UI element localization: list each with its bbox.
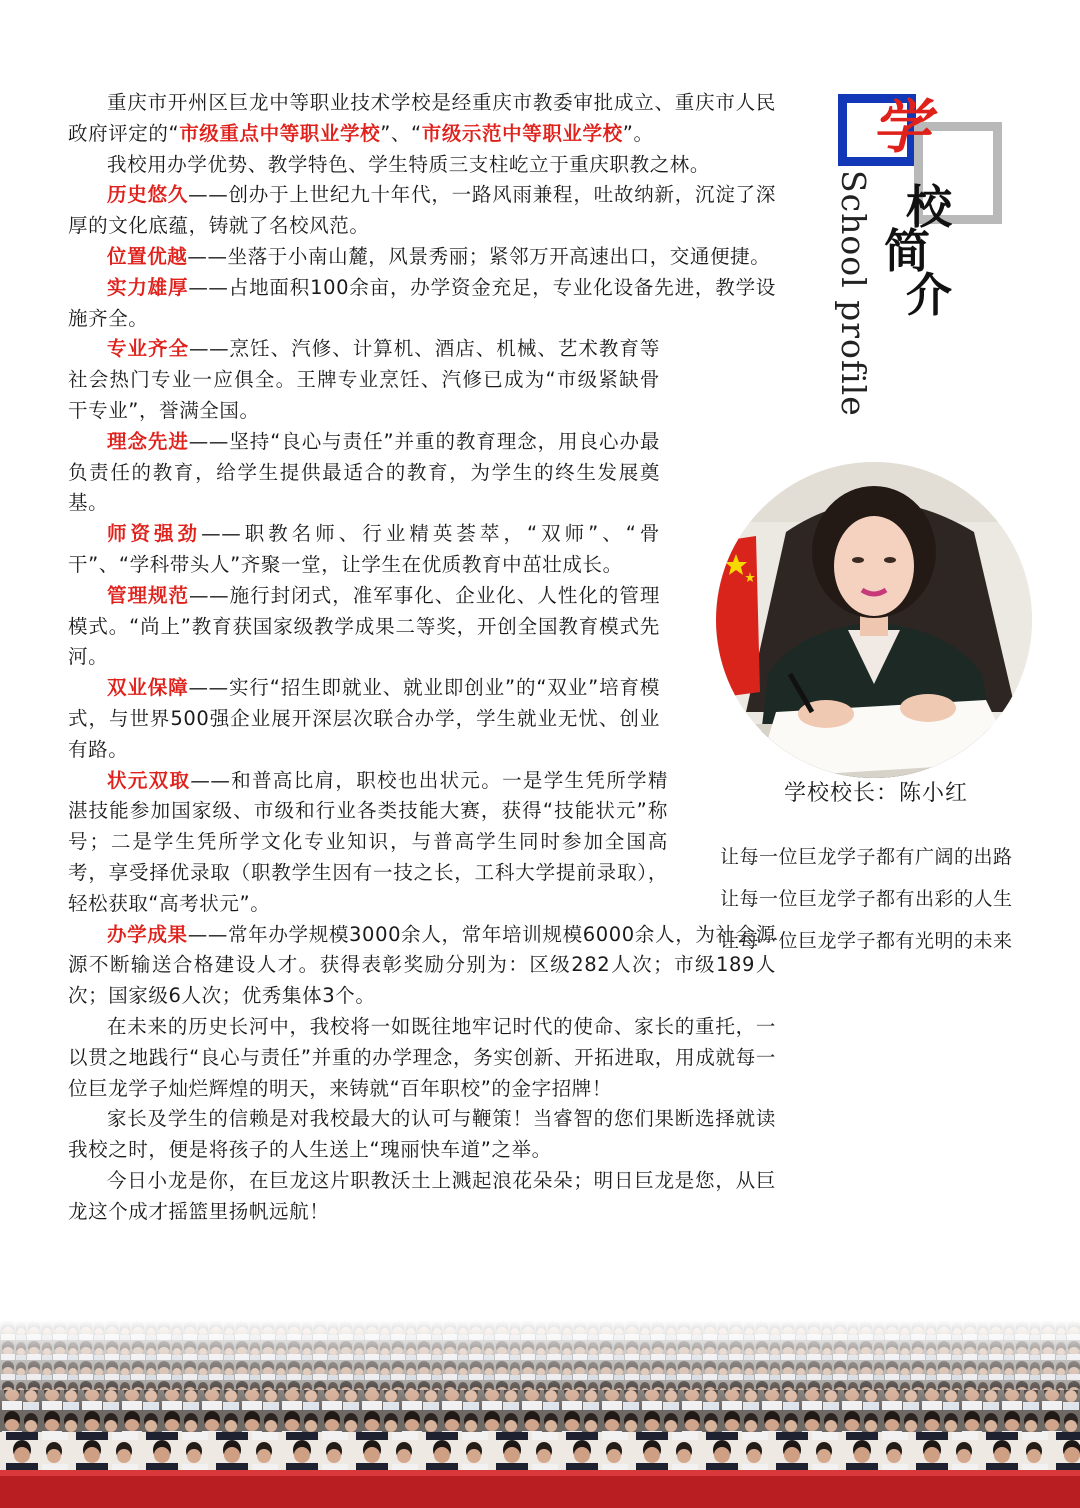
section-heading: 师资强劲	[107, 522, 202, 546]
slogan-line: 让每一位巨龙学子都有出彩的人生	[720, 888, 1013, 910]
english-title: School profile	[834, 170, 873, 417]
closing-paragraph-trust: 家长及学生的信赖是对我校最大的认可与鞭策！当睿智的您们果断选择就读我校之时，便是将孩子的人生送上“瑰丽快车道”之举。	[68, 1107, 776, 1162]
section-heading: 位置优越	[107, 244, 188, 268]
pillars-paragraph: 我校用办学优势、教学特色、学生特质三支柱屹立于重庆职教之林。	[107, 152, 711, 176]
section-location: 位置优越——坐落于小南山麓，风景秀丽；紧邻万开高速出口，交通便捷。	[107, 244, 771, 268]
page-title-block	[832, 88, 1002, 428]
title-char: 简	[884, 224, 930, 278]
slogan-line: 让每一位巨龙学子都有广阔的出路	[720, 846, 1013, 868]
highlight-model-school: 市级示范中等职业学校	[421, 121, 623, 145]
section-management: 管理规范——施行封闭式，准军事化、企业化、人性化的管理模式。“尚上”教育获国家级教学成果二等奖，开创全国教育模式先河。	[68, 583, 660, 669]
principal-caption: 学校校长：陈小红	[783, 781, 968, 806]
section-champions: 状元双取——和普高比肩，职校也出状元。一是学生凭所学精湛技能参加国家级、市级和行业各类技能大赛，获得“技能状元”称号；二是学生凭所学文化专业知识，与普高学生同时参加全国高考，享受择优录取（职教学生因有一技之长，工科大学提前录取），轻松获取“高考状元”。	[68, 768, 668, 915]
section-heading: 理念先进	[107, 429, 189, 453]
title-char: 学	[872, 93, 931, 161]
crowd-illustration	[0, 1320, 1080, 1508]
school-intro-text	[68, 88, 776, 1227]
section-heading: 状元双取	[107, 768, 191, 792]
section-history: 历史悠久——创办于上世纪九十年代，一路风雨兼程，吐故纳新，沉淀了深厚的文化底蕴，铸就了名校风范。	[68, 183, 776, 238]
section-heading: 专业齐全	[107, 337, 190, 361]
assembly-crowd-photo	[0, 1320, 1080, 1508]
section-philosophy: 理念先进——坚持“良心与责任”并重的教育理念，用良心办最负责任的教育，给学生提供最适合的教育，为学生的终生发展奠基。	[68, 429, 661, 515]
highlight-key-school: 市级重点中等职业学校	[179, 121, 381, 145]
section-heading: 历史悠久	[107, 183, 189, 207]
section-heading: 双业保障	[107, 676, 189, 700]
slogan-line: 让每一位巨龙学子都有光明的未来	[720, 930, 1013, 952]
section-heading: 实力雄厚	[107, 275, 189, 299]
section-heading: 办学成果	[107, 922, 188, 946]
title-char: 介	[906, 268, 952, 322]
title-char: 校	[906, 180, 952, 234]
section-teachers: 师资强劲——职教名师、行业精英荟萃，“双师”、“骨干”、“学科带头人”齐聚一堂，让学生在优质教育中茁壮成长。	[68, 522, 660, 576]
closing-paragraph-future: 在未来的历史长河中，我校将一如既往地牢记时代的使命、家长的重托，一以贯之地践行“良心与责任”并重的办学理念，务实创新、开拓进取，用成就每一位巨龙学子灿烂辉煌的明天，来铸就“百年职校”的金字招牌！	[68, 1014, 776, 1100]
section-employment: 双业保障——实行“招生即就业、就业即创业”的“双业”培育模式，与世界500强企业展开深层次联合办学，学生就业无忧、创业有路。	[68, 676, 660, 761]
section-strength: 实力雄厚——占地面积100余亩，办学资金充足，专业化设备先进，教学设施齐全。	[68, 275, 776, 330]
section-majors: 专业齐全——烹饪、汽修、计算机、酒店、机械、艺术教育等社会热门专业一应俱全。王牌专业烹饪、汽修已成为“市级紧缺骨干专业”，誉满全国。	[68, 337, 660, 422]
section-heading: 管理规范	[107, 583, 190, 607]
portrait-illustration	[716, 462, 1032, 778]
slogan-list	[720, 836, 1060, 962]
closing-paragraph-dragon: 今日小龙是你，在巨龙这片职教沃土上溅起浪花朵朵；明日巨龙是您，从巨龙这个成才摇篮里扬帆远航！	[68, 1168, 776, 1223]
principal-portrait	[716, 462, 1032, 778]
section-achievements: 办学成果——常年办学规模3000余人，常年培训规模6000余人，为社会源源不断输送合格建设人才。获得表彰奖励分别为：区级282人次；市级189人次；国家级6人次；优秀集体3个。	[68, 922, 777, 1008]
intro-paragraph: 重庆市开州区巨龙中等职业技术学校是经重庆市教委审批成立、重庆市人民政府评定的“市级重点中等职业学校”、“市级示范中等职业学校”。	[68, 91, 776, 145]
